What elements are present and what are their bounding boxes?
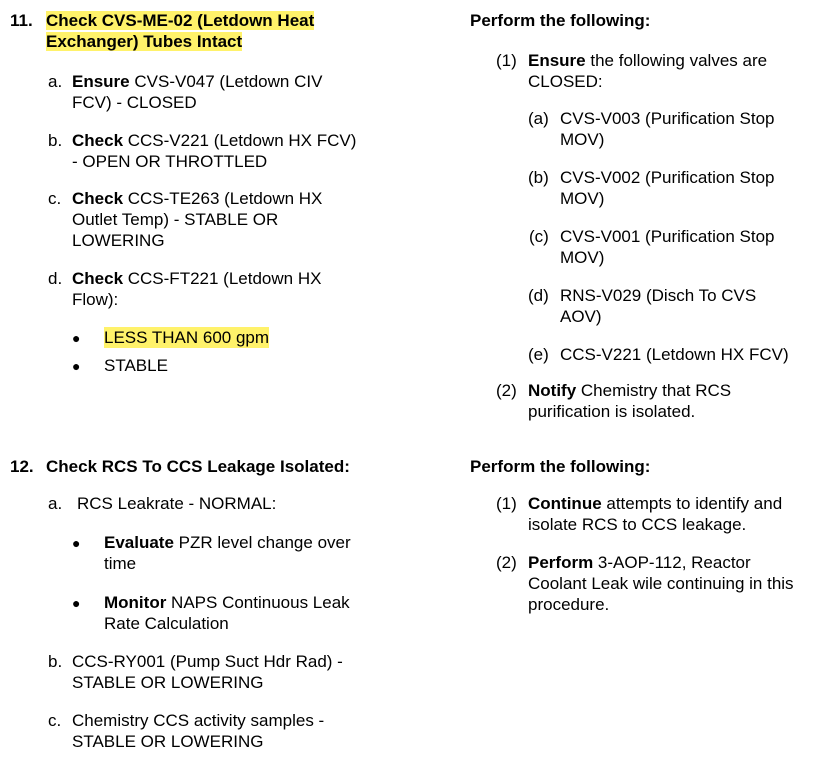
action-verb: Continue [528,494,602,513]
valve-text: CVS-V002 (Purification Stop [560,168,775,187]
substep-text: Chemistry CCS activity samples - [72,711,325,730]
action-verb: Check [72,131,124,150]
substep-d [72,268,321,310]
action-verb: Ensure [72,72,130,91]
bullet-item [104,592,350,634]
valve-text: MOV) [560,130,605,149]
substep-b [72,651,343,693]
substep-text: CCS-FT221 (Letdown HX [123,269,322,288]
substep-letter: c. [48,189,62,208]
rno-item-1 [528,50,767,92]
rno-heading: Perform the following: [470,11,651,30]
rno-item-number: (1) [496,494,517,513]
substep-letter: b. [48,131,63,150]
step-number: 12. [10,457,34,476]
substep-text: CCS-V221 (Letdown HX FCV) [123,131,357,150]
action-verb: Check [72,189,124,208]
bullet-icon: ● [72,595,81,611]
rno-item-number: (2) [496,381,517,400]
rno-item-2 [528,380,731,422]
rno-text: procedure. [528,595,610,614]
rno-text: Chemistry that RCS [576,381,732,400]
valve-text: CVS-V001 (Purification Stop [560,227,775,246]
substep-text: STABLE OR LOWERING [72,673,264,692]
substep-c [72,710,324,752]
rno-item-number: (2) [496,553,517,572]
substep-letter: a. [48,72,63,91]
bullet-item [104,532,351,574]
valve-letter: (b) [528,168,549,187]
step-number: 11. [10,11,33,30]
valve-text: RNS-V029 (Disch To CVS [560,286,757,305]
rno-text: CLOSED: [528,72,603,91]
bullet-text: STABLE [104,356,168,375]
rno-item-2 [528,552,794,615]
rno-text: Coolant Leak wile continuing in this [528,574,794,593]
substep-text: Outlet Temp) - STABLE OR [72,210,279,229]
bullet-text: LESS THAN 600 gpm [104,328,270,347]
bullet-icon: ● [72,330,81,346]
valve-text: AOV) [560,307,602,326]
bullet-text: Rate Calculation [104,614,229,633]
substep-text: LOWERING [72,231,165,250]
substep-text: RCS Leakrate - NORMAL: [77,494,277,513]
step-title-line: Check CVS-ME-02 (Letdown Heat [46,11,315,30]
action-verb: Check [72,269,124,288]
rno-text: purification is isolated. [528,402,696,421]
valve-text: MOV) [560,248,605,267]
valve-text: CCS-V221 (Letdown HX FCV) [560,345,789,364]
valve-letter: (c) [529,227,549,246]
action-verb: Evaluate [104,533,174,552]
substep-c [72,188,322,251]
substep-text: CCS-RY001 (Pump Suct Hdr Rad) - [72,652,343,671]
rno-text: isolate RCS to CCS leakage. [528,515,747,534]
substep-text: Flow): [72,290,119,309]
valve-item [560,285,756,327]
valve-text: MOV) [560,189,605,208]
rno-text: 3-AOP-112, Reactor [593,553,751,572]
substep-text: FCV) - CLOSED [72,93,197,112]
substep-a [72,71,322,113]
valve-item [560,108,775,150]
step-title: Check RCS To CCS Leakage Isolated: [46,457,350,476]
valve-item [560,167,775,209]
substep-text: STABLE OR LOWERING [72,732,264,751]
bullet-text: time [104,554,137,573]
step-title-line: Exchanger) Tubes Intact [46,32,243,51]
valve-item [560,344,789,365]
valve-letter: (d) [528,286,549,305]
valve-text: CVS-V003 (Purification Stop [560,109,775,128]
substep-text: CVS-V047 (Letdown CIV [129,72,323,91]
action-verb: Notify [528,381,577,400]
bullet-text: NAPS Continuous Leak [166,593,350,612]
valve-letter: (e) [528,345,549,364]
action-verb: Perform [528,553,594,572]
rno-text: attempts to identify and [601,494,783,513]
substep-letter: a. [48,494,63,513]
substep-b [72,130,356,172]
action-verb: Ensure [528,51,586,70]
step-title [46,10,314,52]
valve-letter: (a) [528,109,549,128]
bullet-text: PZR level change over [173,533,351,552]
substep-letter: b. [48,652,63,671]
action-verb: Monitor [104,593,167,612]
rno-item-1 [528,493,782,535]
rno-text: the following valves are [585,51,768,70]
rno-heading: Perform the following: [470,457,651,476]
substep-letter: d. [48,269,63,288]
substep-text: - OPEN OR THROTTLED [72,152,268,171]
rno-item-number: (1) [496,51,517,70]
substep-letter: c. [48,711,62,730]
substep-text: CCS-TE263 (Letdown HX [123,189,323,208]
valve-item [560,226,775,268]
bullet-icon: ● [72,535,81,551]
bullet-icon: ● [72,358,81,374]
